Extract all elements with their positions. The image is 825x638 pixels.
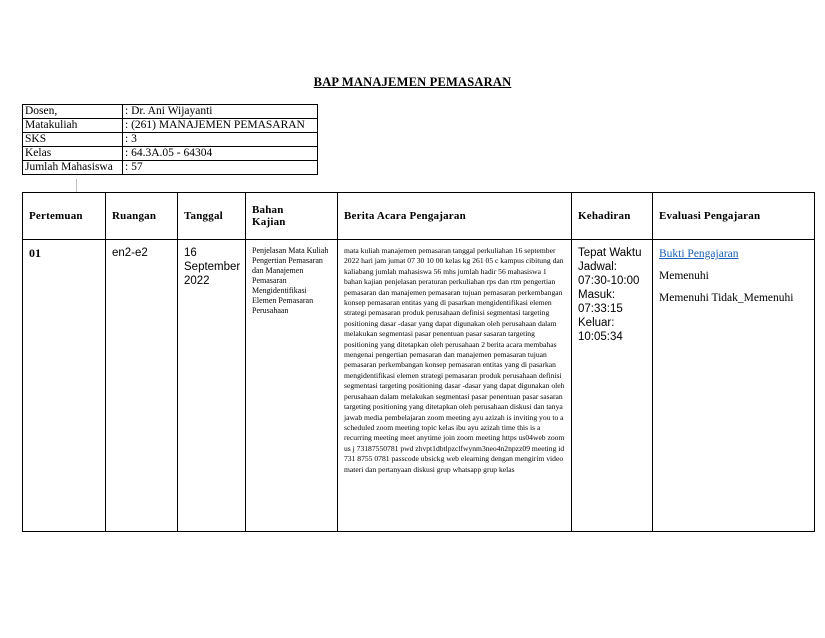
header-berita-acara: Berita Acara Pengajaran [338,193,572,240]
header-kehadiran: Kehadiran [572,193,653,240]
evaluasi-status: Memenuhi [659,270,709,282]
table-header-row [23,193,815,240]
cell-ruangan: en2-e2 [106,240,178,532]
masuk-value: 07:33:15 [578,303,623,315]
info-value: : Dr. Ani Wijayanti [123,105,318,119]
info-row-sks [23,133,318,147]
cell-kehadiran [572,240,653,532]
header-pertemuan: Pertemuan [23,193,106,240]
info-value: : 3 [123,133,318,147]
masuk-label: Masuk: [578,289,616,301]
info-row-matakuliah [23,119,318,133]
info-row-jumlah-mahasiswa [23,161,318,175]
info-row-kelas [23,147,318,161]
jadwal-value: 07:30-10:00 [578,275,640,287]
cell-berita-acara: mata kuliah manajemen pemasaran tanggal perkuliahan 16 september 2022 hari jam jumat 07 30 10 00 kelas kg 261 05 c kampus cibitung dan kaliabang jumlah mahasiswa 56 mhs jumlah hadir 56 mahasiswa 1 bahan kajian penjelasan peraturan perkuliahan rps dan rtm pengertian pemasaran dan manajemen pemasaran tujuan pemasaran perkembangan konsep pemasaran entitas yang di pasarkan mengidentifikasi elemen strategi pemasaran produk perusahaan definisi segmentasi targeting positioning dasar -dasar yang dapat digunakan oleh perusahaan dalam melakukan segmentasi pasar penentuan pasar sasaran targeting positioning yang ditetapkan oleh perusahaan 2 berita acara membahas mengenai pengertian pemasaran dan manajemen pemasaran tujuan pemasaran perkembangan konsep pemasaran entitas yang di pasarkan mengidentifikasi elemen strategi pemasaran produk perusahaan definisi segmentasi targeting positioning dasar -dasar yang dapat digunakan oleh perusahaan dalam melakukan segmentasi pasar penentuan pasar sasaran targeting positioning yang ditetapkan oleh perusahaan diskusi dan tanya jawab media pembelajaran zoom meeting ayu azizah is inviting you to a scheduled zoom meeting topic kelas ibu ayu azizah time this is a recurring meeting meet anytime join zoom meeting https us04web zoom us j 73187550781 pwd zhvpt1dbtlpzclfwynm3neo4n2npzz09 meeting id 731 8755 0781 passcode ubsickg web elearning dengan mengirim video materi dan pertanyaan diskusi grup whatsapp grup kelas [338,240,572,532]
evaluasi-options: Memenuhi Tidak_Memenuhi [659,292,794,304]
header-tanggal: Tanggal [178,193,246,240]
course-info-table [22,104,318,175]
info-value: : (261) MANAJEMEN PEMASARAN [123,119,318,133]
cell-evaluasi [653,240,815,532]
header-ruangan: Ruangan [106,193,178,240]
info-value: : 57 [123,161,318,175]
cell-tanggal: 16 September 2022 [178,240,246,532]
divider [76,179,77,192]
bap-table [22,192,815,532]
header-bahan-line1: Bahan [252,204,284,216]
page-title: BAP MANAJEMEN PEMASARAN [313,75,512,89]
cell-bahan-kajian: Penjelasan Mata Kuliah Pengertian Pemasaran dan Manajemen Pemasaran Mengidentifikasi Elemen Pemasaran Perusahaan [246,240,338,532]
info-label: Matakuliah [23,119,123,133]
jadwal-label: Jadwal: [578,261,617,273]
info-label: SKS [23,133,123,147]
info-value: : 64.3A.05 - 64304 [123,147,318,161]
keluar-value: 10:05:34 [578,331,623,343]
kehadiran-status: Tepat Waktu [578,247,642,259]
keluar-label: Keluar: [578,317,615,329]
header-evaluasi: Evaluasi Pengajaran [653,193,815,240]
bukti-pengajaran-link[interactable]: Bukti Pengajaran [659,248,739,260]
table-row [23,240,815,532]
info-label: Kelas [23,147,123,161]
cell-pertemuan: 01 [23,240,106,532]
info-label: Dosen, [23,105,123,119]
header-bahan-kajian [246,193,338,240]
info-row-dosen [23,105,318,119]
header-bahan-line2: Kajian [252,216,286,228]
info-label: Jumlah Mahasiswa [23,161,123,175]
